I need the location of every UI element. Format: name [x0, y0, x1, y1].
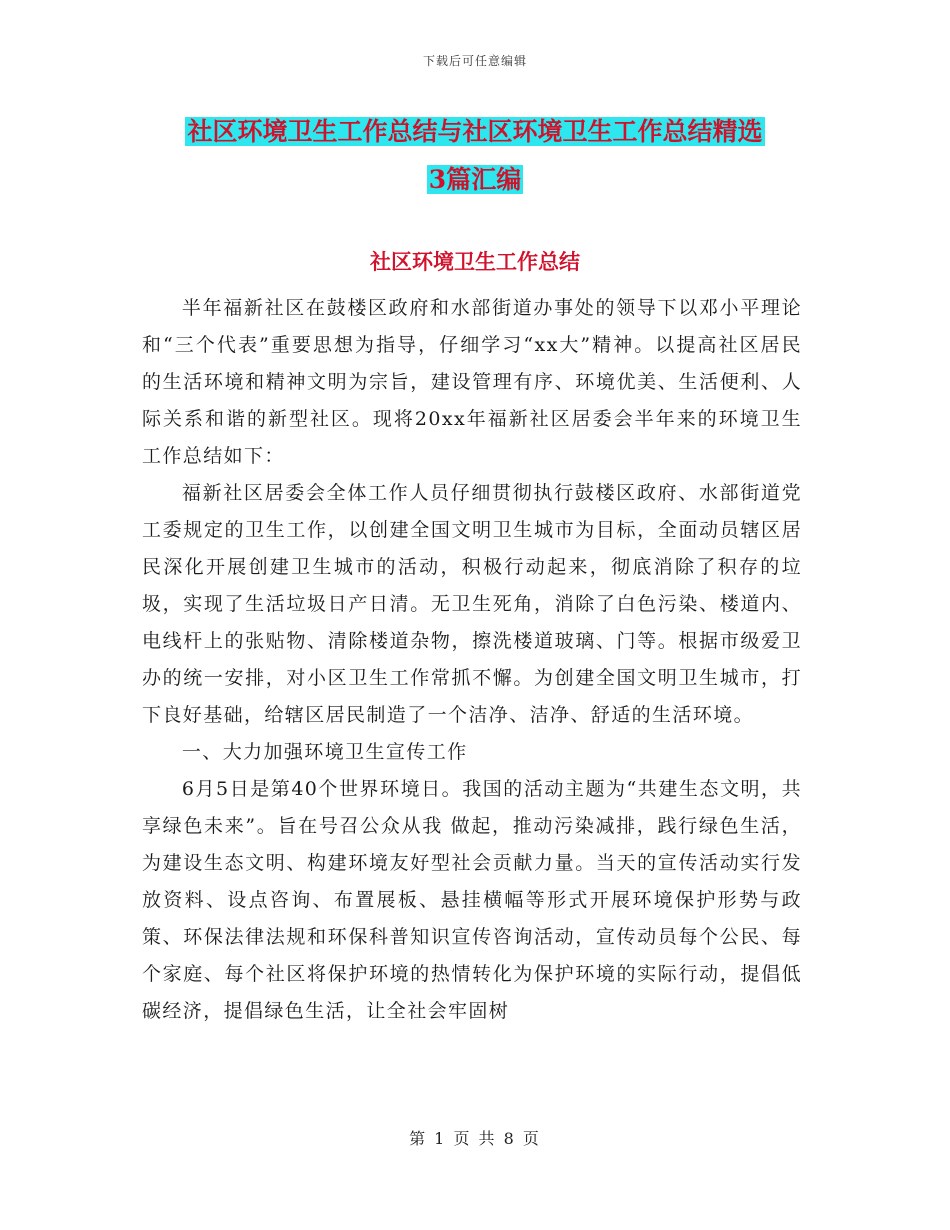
document-title-line-2: 3篇汇编 — [428, 165, 522, 194]
body-paragraph: 半年福新社区在鼓楼区政府和水部街道办事处的领导下以邓小平理论和“三个代表”重要思想为指导，仔细学习“xx大”精神。以提高社区居民的生活环境和精神文明为宗旨，建设管理有序、环境优美、生活便利、人际关系和谐的新型社区。现将20xx年福新社区居委会半年来的环境卫生工作总结如下： — [142, 297, 802, 467]
page-footer-number: 第 1 页 共 8 页 — [409, 1129, 541, 1148]
body-paragraph: 福新社区居委会全体工作人员仔细贯彻执行鼓楼区政府、水部街道党工委规定的卫生工作，以创建全国文明卫生城市为目标，全面动员辖区居民深化开展创建卫生城市的活动，积极行动起来，彻底消除了积存的垃圾，实现了生活垃圾日产日清。无卫生死角，消除了白色污染、楼道内、电线杆上的张贴物、清除楼道杂物，擦洗楼道玻璃、门等。根据市级爱卫办的统一安排，对小区卫生工作常抓不懈。为创建全国文明卫生城市，打下良好基础，给辖区居民制造了一个洁净、洁净、舒适的生活环境。 — [142, 482, 802, 726]
section-title: 社区环境卫生工作总结 — [370, 249, 580, 274]
subsection-heading: 一、大力加强环境卫生宣传工作 — [181, 741, 468, 763]
document-title-line-1: 社区环境卫生工作总结与社区环境卫生工作总结精选 — [187, 117, 763, 146]
document-title — [140, 108, 810, 204]
body-paragraph: 6月5日是第40个世界环境日。我国的活动主题为“共建生态文明，共享绿色未来”。旨在号召公众从我 做起，推动污染减排，践行绿色生活，为建设生态文明、构建环境友好型社会贡献力量。当天的宣传活动实行发放资料、设点咨询、布置展板、悬挂横幅等形式开展环境保护形势与政策、环保法律法规和环保科普知识宣传咨询活动，宣传动员每个公民、每个家庭、每个社区将保护环境的热情转化为保护环境的实际行动，提倡低碳经济，提倡绿色生活，让全社会牢固树 — [142, 778, 802, 1022]
page-header-note: 下载后可任意编辑 — [422, 54, 527, 68]
document-body — [142, 290, 802, 1030]
